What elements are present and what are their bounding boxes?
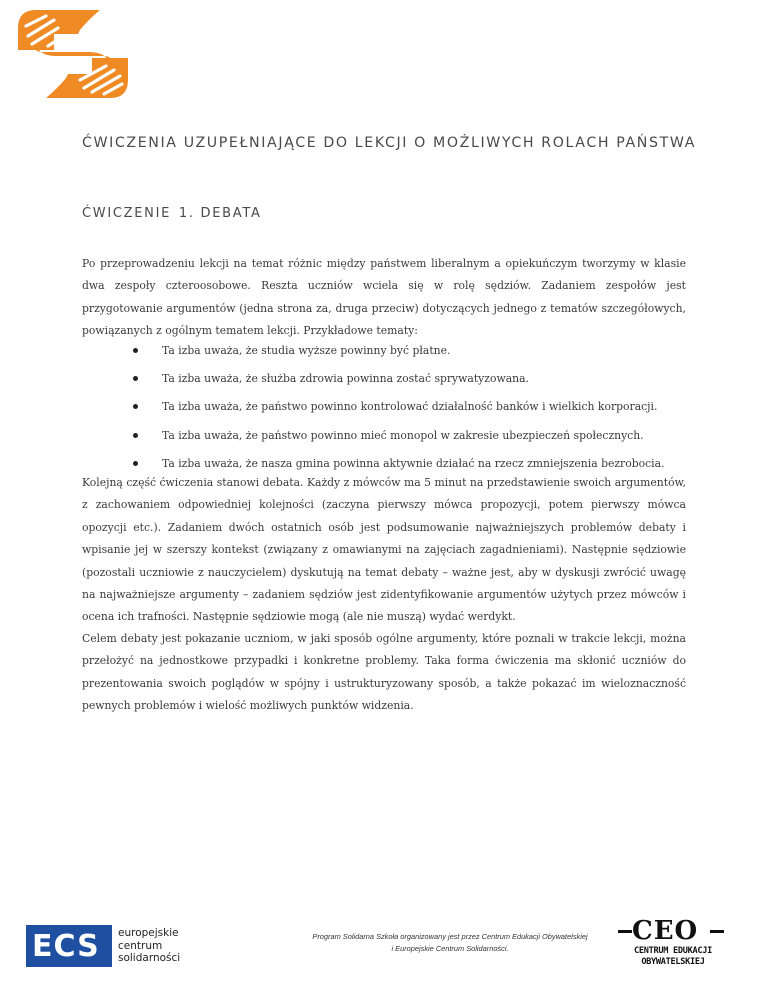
topic-text: Ta izba uważa, że służba zdrowia powinna zostać sprywatyzowana. [162, 372, 529, 386]
footer-note [270, 931, 630, 955]
topic-text: Ta izba uważa, że państwo powinno kontrolować działalność banków i wielkich korporacji. [162, 400, 658, 414]
ceo-line: CENTRUM EDUKACJI [634, 946, 712, 956]
section-number: 1. [178, 206, 195, 221]
footer-note-line: Program Solidarna Szkoła organizowany jest przez Centrum Edukacji Obywatelskiej [312, 932, 588, 941]
intro-paragraph: Po przeprowadzeniu lekcji na temat różnic między państwem liberalnym a opiekuńczym tworzymy w klasie dwa zespoły czteroosobowe. Reszta uczniów wciela się w rolę sędziów. Zadaniem zespołów jest przygotowanie argumentów (jedna strona za, druga przeciw) dotyczących jednego z tematów szczegółowych, powiązanych z ogólnym tematem lekcji. Przykładowe tematy: [82, 257, 686, 338]
ecs-word: solidarności [118, 952, 181, 964]
ecs-word: europejskie [118, 927, 179, 939]
bullet-icon [133, 461, 138, 466]
ceo-dash-right [710, 930, 724, 933]
ecs-words [118, 927, 180, 965]
solidarna-szkola-logo [18, 10, 128, 98]
ceo-dash-left [618, 930, 632, 933]
ceo-letters: CEO [632, 916, 699, 946]
footer-note-line: i Europejskie Centrum Solidarności. [391, 944, 509, 953]
ceo-line: OBYWATELSKIEJ [641, 957, 705, 967]
topic-text: Ta izba uważa, że studia wyższe powinny być płatne. [162, 344, 451, 357]
ceo-logo [618, 918, 728, 972]
bullet-icon [133, 348, 138, 353]
debate-paragraph: Kolejną część ćwiczenia stanowi debata. Każdy z mówców ma 5 minut na przedstawienie swoich argumentów, z zachowaniem odpowiedniej kolejności (zaczyna pierwszy mówca propozycji, potem pierwszy mówca opozycji etc.). Zadaniem dwóch ostatnich osób jest podsumowanie najważniejszych problemów debaty i wpisanie jej w szerszy kontekst (związany z omawianymi na zajęciach zagadnieniami). Następnie sędziowie (pozostali uczniowie z nauczycielem) dyskutują na temat debaty – ważne jest, aby w dyskusji zwrócić uwagę na najważniejsze argumenty – zadaniem sędziów jest zidentyfikowanie argumentów użytych przez mówców i ocena ich trafności. Następnie sędziowie mogą (ale nie muszą) wydać werdykt. [82, 476, 686, 624]
section-name: DEBATA [200, 206, 262, 221]
ecs-logo [26, 925, 181, 969]
bullet-icon [133, 404, 138, 409]
ecs-word: centrum [118, 939, 163, 952]
ecs-logo-box [26, 925, 112, 967]
list-item [82, 340, 686, 368]
ecs-letters: ECS [32, 929, 100, 964]
section-label: ĆWICZENIE [82, 206, 172, 221]
list-item [82, 425, 686, 453]
list-item [82, 368, 686, 396]
topic-text: Ta izba uważa, że państwo powinno mieć monopol w zakresie ubezpieczeń społecznych. [162, 428, 644, 442]
topics-list [82, 340, 686, 481]
section-heading [82, 206, 262, 221]
bullet-icon [133, 376, 138, 381]
goal-paragraph: Celem debaty jest pokazanie uczniom, w jaki sposób ogólne argumenty, które poznali w trakcie lekcji, można przełożyć na jednostkowe przypadki i konkretne problemy. Taka forma ćwiczenia ma skłonić uczniów do prezentowania swoich poglądów w spójny i ustrukturyzowany sposób, a także pokazać im wieloznaczność pewnych problemów i wielość możliwych punktów widzenia. [82, 632, 686, 713]
document-title: ĆWICZENIA UZUPEŁNIAJĄCE DO LEKCJI O MOŻLIWYCH ROLACH PAŃSTWA [82, 135, 697, 151]
topic-text: Ta izba uważa, że nasza gmina powinna aktywnie działać na rzecz zmniejszenia bezrobocia. [162, 456, 665, 470]
bullet-icon [133, 433, 138, 438]
list-item [82, 396, 686, 424]
